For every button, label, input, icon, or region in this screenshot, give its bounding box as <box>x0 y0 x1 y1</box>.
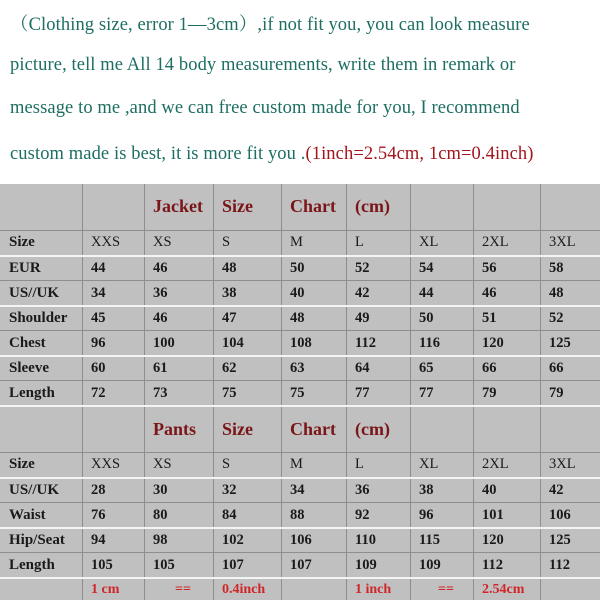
pants-data-row <box>0 503 600 527</box>
jacket-size-header: 2XL <box>482 234 509 250</box>
conversion-note: (1inch=2.54cm, 1cm=0.4inch) <box>305 144 534 164</box>
pants-header-row <box>0 452 600 477</box>
jacket-data-row <box>0 331 600 355</box>
conversion-cell: 2.54cm <box>482 581 525 597</box>
jacket-value-cell: 79 <box>549 384 564 401</box>
jacket-value-cell: 63 <box>290 359 305 376</box>
pants-size-header: S <box>222 456 231 472</box>
jacket-value-cell: 54 <box>419 259 434 276</box>
jacket-value-cell: 66 <box>482 359 497 376</box>
jacket-value-cell: 58 <box>549 259 564 276</box>
pants-size-header: M <box>290 456 303 472</box>
pants-size-header: L <box>355 456 364 472</box>
conversion-row <box>0 579 600 600</box>
jacket-row-label: EUR <box>9 259 41 276</box>
pants-value-cell: 107 <box>222 556 244 573</box>
pants-value-cell: 105 <box>91 556 113 573</box>
pants-row-label: Hip/Seat <box>9 531 65 548</box>
pants-value-cell: 94 <box>91 531 106 548</box>
pants-value-cell: 98 <box>153 531 168 548</box>
pants-header-label: Size <box>9 456 35 472</box>
pants-value-cell: 115 <box>419 531 440 548</box>
jacket-value-cell: 47 <box>222 309 237 326</box>
jacket-value-cell: 112 <box>355 334 376 351</box>
pants-value-cell: 102 <box>222 531 244 548</box>
pants-value-cell: 107 <box>290 556 312 573</box>
jacket-value-cell: 50 <box>419 309 434 326</box>
jacket-value-cell: 44 <box>419 284 434 301</box>
pants-value-cell: 32 <box>222 481 237 498</box>
pants-size-header: XXS <box>91 456 121 472</box>
conversion-cell: 1 inch <box>355 581 392 597</box>
pants-value-cell: 110 <box>355 531 376 548</box>
pants-data-row <box>0 553 600 577</box>
pants-title-word: (cm) <box>355 419 390 439</box>
jacket-value-cell: 73 <box>153 384 168 401</box>
jacket-value-cell: 77 <box>355 384 370 401</box>
pants-value-cell: 80 <box>153 506 168 523</box>
pants-data-row <box>0 528 600 552</box>
jacket-value-cell: 79 <box>482 384 497 401</box>
pants-value-cell: 38 <box>419 481 434 498</box>
jacket-value-cell: 100 <box>153 334 175 351</box>
pants-value-cell: 109 <box>419 556 441 573</box>
intro-text-block <box>0 0 600 180</box>
jacket-value-cell: 36 <box>153 284 168 301</box>
pants-title-word: Size <box>222 419 253 439</box>
pants-value-cell: 36 <box>355 481 370 498</box>
jacket-value-cell: 75 <box>222 384 237 401</box>
pants-value-cell: 30 <box>153 481 168 498</box>
jacket-size-header: XL <box>419 234 439 250</box>
jacket-value-cell: 75 <box>290 384 305 401</box>
conversion-cell <box>540 579 600 600</box>
pants-value-cell: 120 <box>482 531 504 548</box>
pants-value-cell: 106 <box>290 531 312 548</box>
pants-size-header: 2XL <box>482 456 509 472</box>
jacket-value-cell: 66 <box>549 359 564 376</box>
pants-value-cell: 105 <box>153 556 175 573</box>
jacket-title-row <box>0 184 600 230</box>
pants-size-header: 3XL <box>549 456 576 472</box>
pants-value-cell: 28 <box>91 481 106 498</box>
jacket-value-cell: 51 <box>482 309 497 326</box>
jacket-value-cell: 60 <box>91 359 106 376</box>
jacket-row-label: Shoulder <box>9 309 68 326</box>
jacket-value-cell: 104 <box>222 334 244 351</box>
pants-value-cell: 112 <box>482 556 503 573</box>
jacket-value-cell: 44 <box>91 259 106 276</box>
jacket-value-cell: 61 <box>153 359 168 376</box>
jacket-value-cell: 48 <box>549 284 564 301</box>
pants-value-cell: 42 <box>549 481 564 498</box>
jacket-data-row <box>0 281 600 305</box>
pants-row-label: Waist <box>9 506 46 523</box>
jacket-title-word: (cm) <box>355 196 390 216</box>
jacket-value-cell: 48 <box>290 309 305 326</box>
jacket-size-header: L <box>355 234 364 250</box>
pants-title-word: Pants <box>153 419 197 439</box>
jacket-value-cell: 120 <box>482 334 504 351</box>
intro-line-4-text: custom made is best, it is more fit you . <box>10 144 306 164</box>
jacket-value-cell: 64 <box>355 359 370 376</box>
conversion-cell: 0.4inch <box>222 581 266 597</box>
jacket-data-row <box>0 306 600 330</box>
conversion-cell: == <box>438 581 454 597</box>
pants-size-header: XL <box>419 456 439 472</box>
jacket-value-cell: 48 <box>222 259 237 276</box>
pants-value-cell: 101 <box>482 506 504 523</box>
pants-row-label: US//UK <box>9 481 60 498</box>
jacket-row-label: Chest <box>9 334 46 351</box>
jacket-value-cell: 65 <box>419 359 434 376</box>
jacket-header-label: Size <box>9 234 35 250</box>
jacket-data-row <box>0 356 600 380</box>
jacket-value-cell: 108 <box>290 334 312 351</box>
jacket-size-header: 3XL <box>549 234 576 250</box>
jacket-value-cell: 46 <box>482 284 497 301</box>
jacket-value-cell: 56 <box>482 259 497 276</box>
jacket-title-word: Jacket <box>153 196 203 216</box>
jacket-title-word: Chart <box>290 196 336 216</box>
pants-size-header: XS <box>153 456 172 472</box>
jacket-size-header: S <box>222 234 231 250</box>
pants-value-cell: 92 <box>355 506 370 523</box>
pants-value-cell: 84 <box>222 506 237 523</box>
intro-line-3: message to me ,and we can free custom made for you, I recommend <box>10 98 520 118</box>
jacket-value-cell: 72 <box>91 384 106 401</box>
pants-value-cell: 125 <box>549 531 571 548</box>
conversion-cell: == <box>175 581 191 597</box>
pants-value-cell: 112 <box>549 556 570 573</box>
jacket-row-label: Length <box>9 384 55 401</box>
pants-value-cell: 40 <box>482 481 497 498</box>
jacket-value-cell: 34 <box>91 284 106 301</box>
pants-value-cell: 106 <box>549 506 571 523</box>
jacket-value-cell: 52 <box>549 309 564 326</box>
pants-data-row <box>0 478 600 502</box>
jacket-value-cell: 38 <box>222 284 237 301</box>
jacket-value-cell: 40 <box>290 284 305 301</box>
pants-value-cell: 96 <box>419 506 434 523</box>
jacket-row-label: Sleeve <box>9 359 49 376</box>
jacket-value-cell: 50 <box>290 259 305 276</box>
pants-value-cell: 34 <box>290 481 305 498</box>
jacket-data-row <box>0 256 600 280</box>
intro-line-2: picture, tell me All 14 body measurements, write them in remark or <box>10 55 516 75</box>
pants-value-cell: 109 <box>355 556 377 573</box>
jacket-value-cell: 46 <box>153 259 168 276</box>
pants-title-row <box>0 407 600 452</box>
jacket-size-header: XXS <box>91 234 121 250</box>
jacket-value-cell: 62 <box>222 359 237 376</box>
jacket-size-header: M <box>290 234 303 250</box>
pants-row-label: Length <box>9 556 55 573</box>
jacket-value-cell: 96 <box>91 334 106 351</box>
intro-line-1: （Clothing size, error 1—3cm）,if not fit you, you can look measure <box>10 15 530 35</box>
jacket-value-cell: 77 <box>419 384 434 401</box>
jacket-data-row <box>0 381 600 405</box>
conversion-cell <box>281 579 346 600</box>
conversion-cell: 1 cm <box>91 581 120 597</box>
jacket-value-cell: 45 <box>91 309 106 326</box>
jacket-header-row <box>0 230 600 255</box>
pants-title-word: Chart <box>290 419 336 439</box>
jacket-value-cell: 46 <box>153 309 168 326</box>
jacket-value-cell: 49 <box>355 309 370 326</box>
jacket-value-cell: 125 <box>549 334 571 351</box>
jacket-title-word: Size <box>222 196 253 216</box>
jacket-row-label: US//UK <box>9 284 60 301</box>
jacket-value-cell: 52 <box>355 259 370 276</box>
jacket-size-header: XS <box>153 234 172 250</box>
intro-line-4 <box>10 144 590 165</box>
pants-value-cell: 76 <box>91 506 106 523</box>
jacket-value-cell: 42 <box>355 284 370 301</box>
jacket-value-cell: 116 <box>419 334 440 351</box>
pants-value-cell: 88 <box>290 506 305 523</box>
